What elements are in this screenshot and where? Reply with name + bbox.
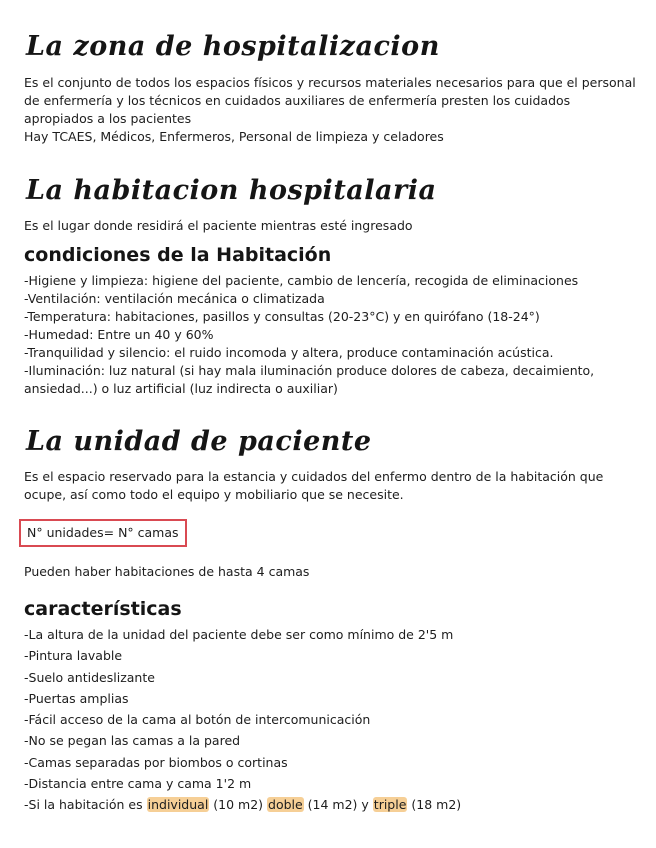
text-line: de enfermería y los técnicos en cuidados auxiliares de enfermería presten los cuidados	[24, 93, 571, 108]
list-item: -Temperatura: habitaciones, pasillos y consultas (20-23°C) y en quirófano (18-24°)	[24, 309, 540, 324]
text-line: Hay TCAES, Médicos, Enfermeros, Personal de limpieza y celadores	[24, 129, 444, 144]
subsection-title-condiciones: condiciones de la Habitación	[22, 243, 337, 267]
list-item: ansiedad...) o luz artificial (luz indirecta o auxiliar)	[24, 381, 338, 396]
list-item: -Camas separadas por biombos o cortinas	[24, 754, 288, 770]
list-item: -No se pegan las camas a la pared	[24, 733, 241, 749]
list-item-room-sizes: -Si la habitación es individual (10 m2) doble (14 m2) y triple (18 m2)	[24, 797, 462, 813]
camas-note: Pueden haber habitaciones de hasta 4 camas	[24, 564, 310, 579]
highlight-triple: triple	[373, 797, 407, 813]
list-item: -Tranquilidad y silencio: el ruido incomoda y altera, produce contaminación acústica.	[24, 345, 554, 360]
list-item: -Distancia entre cama y cama 1'2 m	[24, 776, 252, 792]
section-title-habitacion: La habitacion hospitalaria	[22, 174, 445, 208]
list-item: -La altura de la unidad del paciente debe ser como mínimo de 2'5 m	[24, 627, 454, 642]
text-line: Es el conjunto de todos los espacios físicos y recursos materiales necesarios para que el personal	[24, 75, 636, 90]
text-line: Es el espacio reservado para la estancia y cuidados del enfermo dentro de la habitación que	[24, 469, 604, 484]
hospitalizacion-description	[24, 74, 636, 146]
list-item: -Iluminación: luz natural (si hay mala iluminación produce dolores de cabeza, decaimiento,	[24, 363, 595, 378]
caracteristicas-list	[24, 624, 461, 816]
list-item: -Suelo antideslizante	[24, 669, 155, 685]
habitacion-intro: Es el lugar donde residirá el paciente mientras esté ingresado	[24, 218, 413, 233]
list-item: -Fácil acceso de la cama al botón de intercomunicación	[24, 712, 371, 728]
list-item: -Humedad: Entre un 40 y 60%	[24, 327, 214, 342]
text-line: ocupe, así como todo el equipo y mobiliario que se necesite.	[24, 487, 404, 502]
condiciones-list	[24, 272, 594, 398]
text-line: apropiados a los pacientes	[24, 111, 192, 126]
section-title-hospitalizacion: La zona de hospitalizacion	[22, 30, 448, 64]
list-item: -Pintura lavable	[24, 648, 123, 664]
unidad-description	[24, 468, 603, 504]
section-title-unidad-paciente: La unidad de paciente	[22, 425, 380, 459]
list-item: -Higiene y limpieza: higiene del paciente, cambio de lencería, recogida de eliminaciones	[24, 273, 579, 288]
formula-box: N° unidades= N° camas	[19, 519, 187, 547]
list-item: -Puertas amplias	[24, 690, 129, 706]
highlight-doble: doble	[268, 797, 303, 813]
subsection-title-caracteristicas: características	[22, 597, 188, 621]
highlight-individual: individual	[147, 797, 209, 813]
list-item: -Ventilación: ventilación mecánica o climatizada	[24, 291, 325, 306]
